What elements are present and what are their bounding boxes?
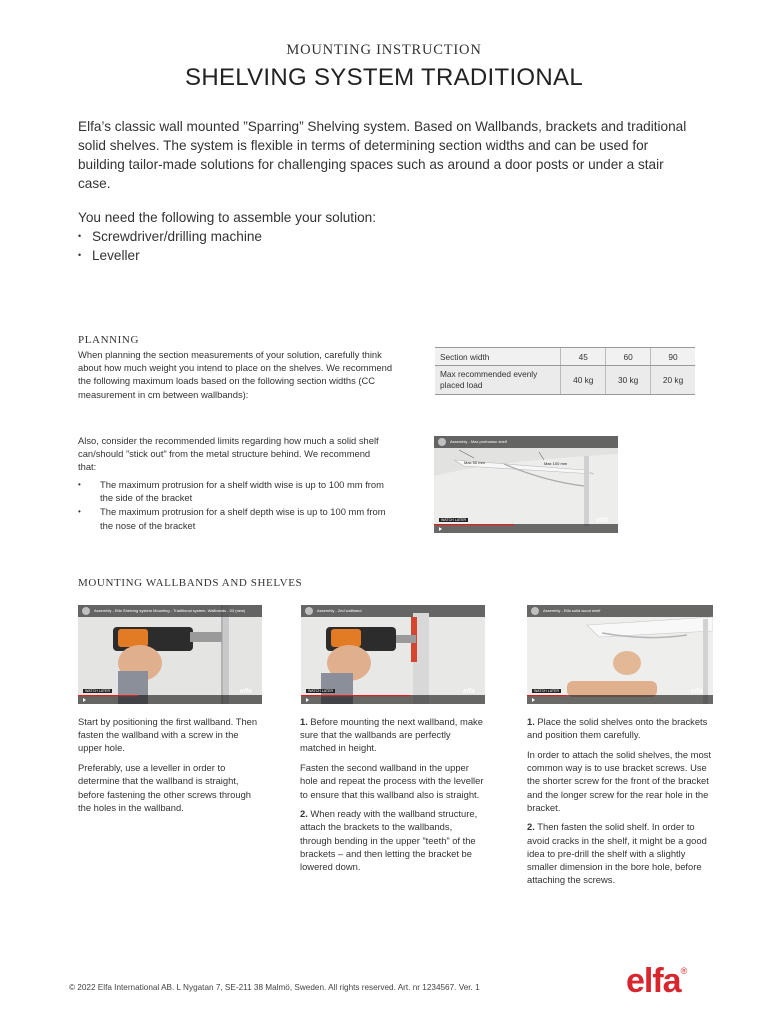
elfa-logo: elfa®: [626, 962, 688, 1000]
requirements-lead: You need the following to assemble your solution:: [78, 210, 376, 225]
step-column-3: [527, 715, 712, 893]
table-cell: 20 kg: [651, 366, 695, 395]
video-title: Assembly - Elfa Shelving system Mounting - Traditional system, Wallbands - 03 (new): [94, 608, 246, 613]
video-wallband-1[interactable]: [78, 605, 262, 704]
step-column-1: [78, 715, 263, 820]
watch-later-button[interactable]: WATCH LATER: [534, 689, 560, 693]
table-cell: 45: [561, 348, 606, 366]
document-kicker: MOUNTING INSTRUCTION: [286, 42, 482, 58]
table-cell: 60: [606, 348, 651, 366]
video-brand: elfa: [595, 517, 608, 524]
step-paragraph: 1. Before mounting the next wallband, make sure that the wallbands are perfectly matched in height.: [300, 716, 483, 754]
table-cell: 90: [651, 348, 695, 366]
requirement-item: • Leveller: [78, 246, 693, 265]
mounting-heading: MOUNTING WALLBANDS AND SHELVES: [78, 577, 303, 589]
watch-later-button[interactable]: WATCH LATER: [308, 689, 334, 693]
step-number: 2.: [527, 821, 535, 833]
annotation-label: Max 50 mm: [464, 460, 485, 465]
step-paragraph: Preferably, use a leveller in order to determine that the wallband is straight, before fastening the other screws through the holes in the wallband.: [78, 762, 252, 813]
planning-text: When planning the section measurements of your solution, carefully think about how much weight you intend to place on the shelves. We recommend the following maximum loads based on the following section widths (CC measurement in cm between wallbands):: [78, 349, 393, 400]
step-paragraph: In order to attach the solid shelves, the most common way is to use bracket screws. Use the shorter screw for the front of the bracket and the longer screw for the rear hole in the bracket.: [527, 748, 711, 813]
load-table: [435, 347, 695, 395]
video-title: Assembly - Max protrusion shelf: [450, 439, 507, 444]
step-paragraph: 1. Place the solid shelves onto the brackets and position them carefully.: [527, 716, 708, 741]
step-number: 1.: [527, 716, 535, 727]
video-title: Assembly - 2nd wallband: [317, 608, 362, 613]
table-cell: 40 kg: [561, 366, 606, 395]
step-number: 2.: [300, 808, 308, 820]
protrusion-text: Also, consider the recommended limits regarding how much a solid shelf can/should ”stick out” from the metal structure behind. We recommend that:: [78, 435, 379, 473]
video-brand: elfa: [462, 688, 475, 695]
requirements: [78, 208, 693, 265]
table-cell: 30 kg: [606, 366, 651, 395]
step-paragraph: Fasten the second wallband in the upper hole and repeat the process with the leveller to ensure that this wallband also is straight.: [300, 762, 484, 800]
list-item: • The maximum protrusion for a shelf width wise is up to 100 mm from the side of the bracket: [78, 478, 388, 504]
footer-copyright: © 2022 Elfa International AB. L Nygatan 7, SE-211 38 Malmö, Sweden. All rights reserved. Art. nr 1234567. Ver. 1: [69, 983, 480, 992]
watch-later-button[interactable]: WATCH LATER: [441, 518, 467, 522]
video-solid-shelf[interactable]: [527, 605, 713, 704]
watch-later-button[interactable]: WATCH LATER: [85, 689, 111, 693]
requirement-item: • Screwdriver/drilling machine: [78, 227, 693, 246]
table-cell: Max recommended evenly placed load: [435, 366, 561, 395]
list-item: • The maximum protrusion for a shelf depth wise is up to 100 mm from the nose of the bracket: [78, 505, 388, 531]
video-brand: elfa: [690, 688, 703, 695]
table-row: [435, 348, 695, 366]
protrusion-list: [78, 478, 388, 533]
annotation-label: Max 100 mm: [544, 461, 568, 466]
step-column-2: [300, 715, 485, 880]
video-title: Assembly - Elfa solid wood shelf: [543, 608, 601, 613]
video-wallband-2[interactable]: [301, 605, 485, 704]
step-paragraph: 2. When ready with the wallband structure, attach the brackets to the wallbands, through bending in the upper ”teeth” of the brackets – and then letting the bracket be lowered down.: [300, 808, 478, 873]
requirements-list: [78, 227, 693, 265]
video-brand: elfa: [239, 688, 252, 695]
document-title: SHELVING SYSTEM TRADITIONAL: [185, 64, 583, 91]
step-paragraph: 2. Then fasten the solid shelf. In order to avoid cracks in the shelf, it might be a good idea to pre-drill the shelf with a slightly smaller dimension in the bore hole, before attaching the screws.: [527, 821, 707, 886]
planning-heading: PLANNING: [78, 334, 140, 346]
table-cell: Section width: [435, 348, 561, 366]
video-protrusion[interactable]: [434, 436, 618, 533]
table-row: [435, 366, 695, 395]
step-number: 1.: [300, 716, 308, 727]
step-paragraph: Start by positioning the first wallband. Then fasten the wallband with a screw in the upper hole.: [78, 716, 258, 754]
intro-paragraph: Elfa’s classic wall mounted ”Sparring” Shelving system. Based on Wallbands, brackets and traditional solid shelves. The system is flexible in terms of determining section widths and can be used for building tailor-made solutions for challenging spaces such as around a door posts or under a stair case.: [78, 119, 687, 191]
